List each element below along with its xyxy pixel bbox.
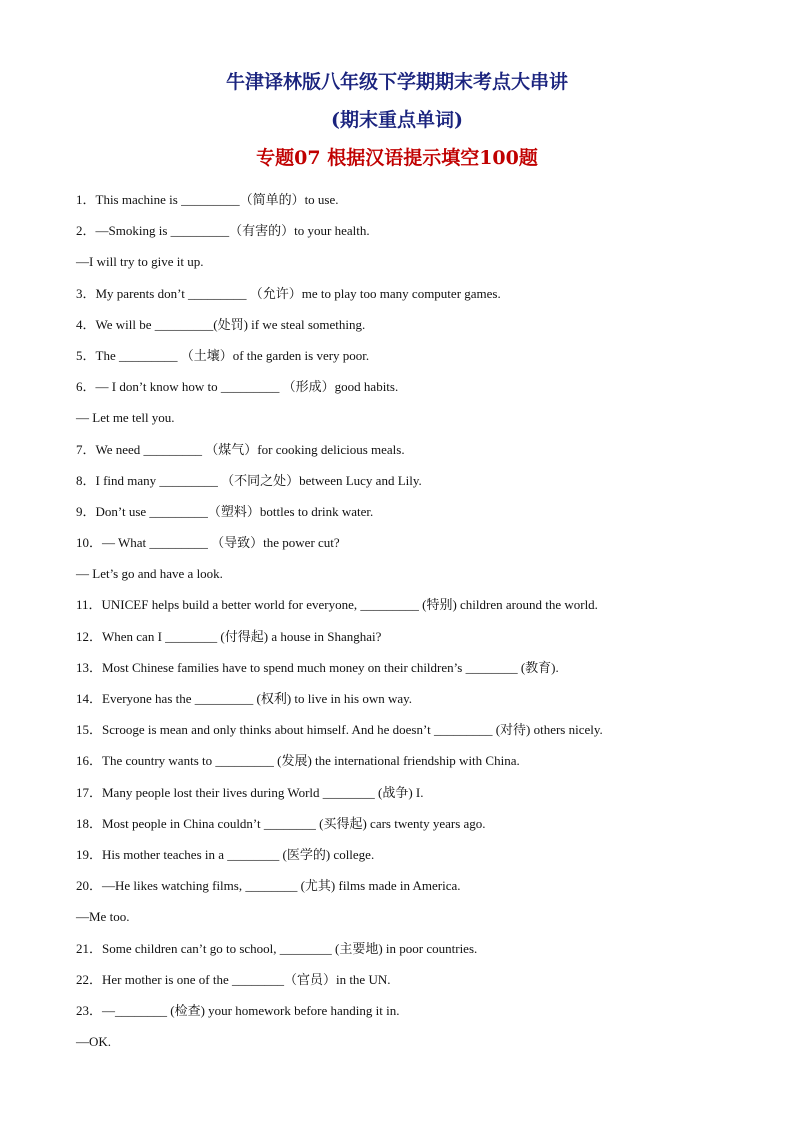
exercise-line: 13．Most Chinese families have to spend much money on their children’s ________ (教育). (76, 659, 559, 675)
exercise-line: 15．Scrooge is mean and only thinks about himself. And he doesn’t _________ (对待) others nicely. (76, 722, 603, 738)
exercise-line: 17．Many people lost their lives during World ________ (战争) I. (76, 784, 424, 800)
exercise-line: 7．We need _________ （煤气）for cooking delicious meals. (76, 441, 405, 457)
document-title: 牛津译林版八年级下学期期末考点大串讲 (225, 71, 568, 93)
exercise-line: 6．— I don’t know how to _________ （形成）good habits. (76, 379, 399, 395)
exercise-line: 19．His mother teaches in a ________ (医学的) college. (76, 846, 375, 862)
exercise-line: 20．—He likes watching films, ________ (尤其) films made in America. (76, 878, 461, 894)
exercise-line: 14．Everyone has the _________ (权利) to live in his own way. (76, 691, 413, 706)
document-subtitle: (期末重点单词) (331, 109, 463, 131)
exercise-list (76, 188, 766, 1061)
exercise-line: 5．The _________ （土壤）of the garden is very poor. (76, 347, 370, 363)
exercise-line: 16．The country wants to _________ (发展) the international friendship with China. (76, 753, 520, 769)
exercise-line: —OK. (76, 1034, 112, 1050)
exercise-line: 11．UNICEF helps build a better world for everyone, _________ (特别) children around the world. (76, 597, 598, 613)
exercise-line: 18．Most people in China couldn’t ________ (买得起) cars twenty years ago. (76, 815, 486, 831)
exercise-line: 21．Some children can’t go to school, ________ (主要地) in poor countries. (76, 940, 478, 956)
exercise-line: 9．Don’t use _________（塑料）bottles to drink water. (76, 503, 374, 519)
exercise-line: 10．— What _________ （导致）the power cut? (76, 535, 340, 551)
exercise-line: 23．—________ (检查) your homework before handing it in. (76, 1002, 400, 1018)
exercise-line: 12．When can I ________ (付得起) a house in Shanghai? (76, 628, 382, 644)
exercise-line: 8．I find many _________ （不同之处）between Lucy and Lily. (76, 472, 422, 488)
exercise-line: — Let’s go and have a look. (76, 566, 223, 582)
exercise-line: — Let me tell you. (76, 410, 175, 426)
title-block (0, 66, 794, 174)
exercise-line: 2．—Smoking is _________（有害的）to your health. (76, 223, 370, 239)
exercise-line: 1．This machine is _________（简单的）to use. (76, 192, 339, 207)
exercise-line: 3．My parents don’t _________ （允许）me to play too many computer games. (76, 285, 501, 301)
topic-heading: 专题07 根据汉语提示填空100题 (256, 147, 538, 169)
exercise-line: —I will try to give it up. (76, 254, 204, 270)
exercise-line: —Me too. (76, 909, 130, 925)
exercise-line: 4．We will be _________(处罚) if we steal something. (76, 316, 366, 332)
exercise-line: 22．Her mother is one of the ________（官员）in the UN. (76, 971, 391, 987)
